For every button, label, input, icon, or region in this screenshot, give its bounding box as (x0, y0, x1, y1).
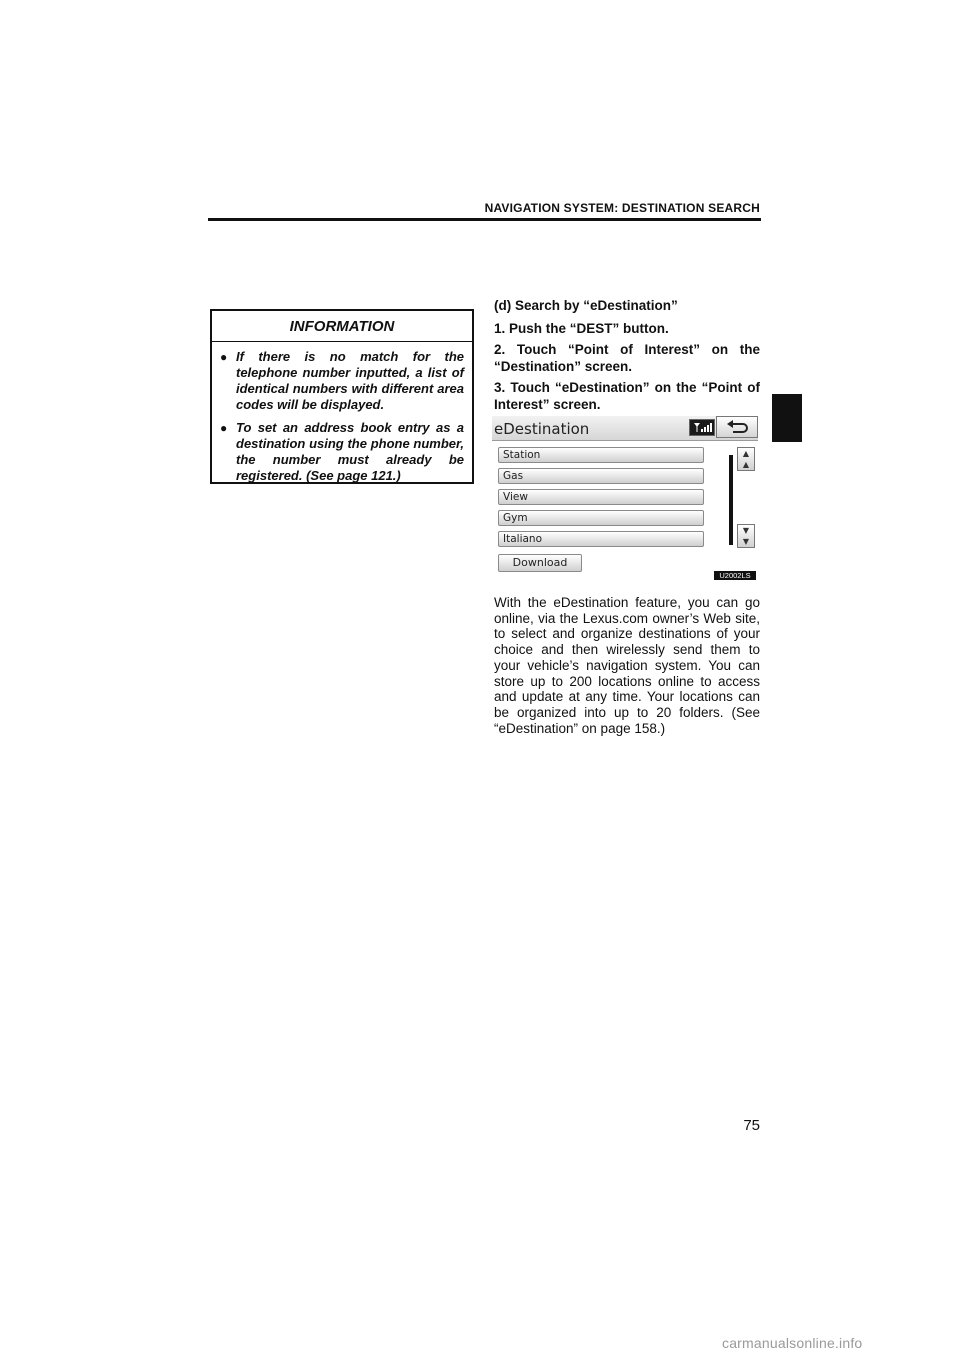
watermark-text: carmanualsonline.info (722, 1335, 863, 1351)
list-item-button[interactable]: Gas (498, 468, 704, 484)
list-item-button[interactable]: Gym (498, 510, 704, 526)
header-rule (208, 218, 761, 221)
signal-strength-icon (689, 419, 715, 436)
chevron-up-icon: ▲ (742, 449, 750, 458)
step-2: 2. Touch “Point of Interest” on the “Destination” screen. (494, 342, 760, 374)
screen-title: eDestination (494, 420, 590, 438)
step-3: 3. Touch “eDestination” on the “Point of Interest” screen. (494, 380, 760, 412)
chevron-up-icon: ▲ (742, 460, 750, 469)
scroll-down-button[interactable] (737, 524, 755, 548)
edestination-screen (492, 414, 758, 582)
download-button[interactable]: Download (498, 554, 582, 572)
bullet-icon: ● (220, 350, 228, 364)
information-item (212, 420, 472, 484)
scroll-up-button[interactable] (737, 447, 755, 471)
information-item (212, 349, 472, 413)
bullet-icon: ● (220, 421, 228, 435)
back-button[interactable] (716, 416, 758, 438)
information-box (210, 309, 474, 484)
list-item-button[interactable]: View (498, 489, 704, 505)
back-arrow-icon (717, 417, 757, 437)
page-number: 75 (743, 1117, 760, 1134)
list-item-button[interactable]: Italiano (498, 531, 704, 547)
section-tab (772, 394, 802, 442)
list-item-button[interactable]: Station (498, 447, 704, 463)
section-heading: (d) Search by “eDestination” (494, 298, 678, 313)
chevron-down-icon: ▼ (742, 537, 750, 546)
running-header: NAVIGATION SYSTEM: DESTINATION SEARCH (484, 201, 760, 215)
chevron-down-icon: ▼ (742, 526, 750, 535)
body-paragraph: With the eDestination feature, you can go online, via the Lexus.com owner’s Web site, to select and organize destinations of your choice and then wirelessly send them to your vehicle’s navigation system. You can store up to 200 locations online to access and update at any time. Your locations can be organized into up to 20 folders. (See “eDestination” on page 158.) (494, 595, 760, 736)
information-title: INFORMATION (212, 311, 472, 342)
information-item-text: If there is no match for the telephone number inputted, a list of identical numbers with different area codes will be displayed. (236, 349, 464, 412)
scrollbar-track[interactable] (729, 455, 733, 545)
step-1: 1. Push the “DEST” button. (494, 321, 669, 336)
figure-id: U2002LS (714, 571, 756, 580)
information-item-text: To set an address book entry as a destination using the phone number, the number must already be registered. (See page 121.) (236, 420, 464, 483)
